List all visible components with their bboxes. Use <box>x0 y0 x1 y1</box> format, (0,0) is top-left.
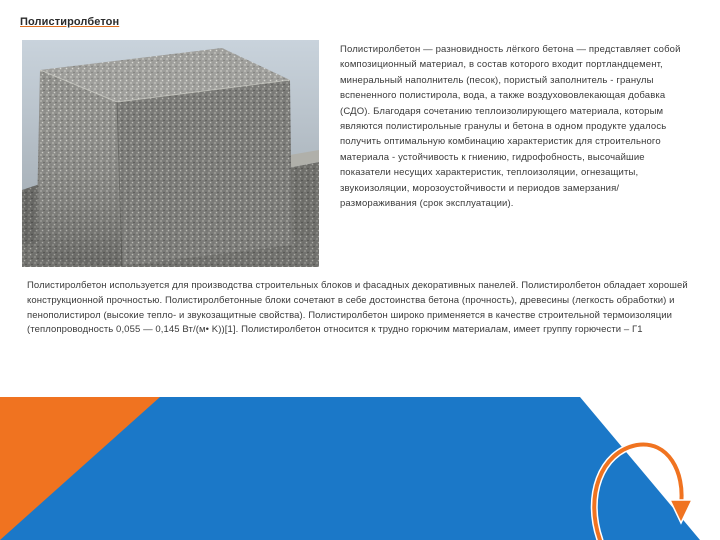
concrete-block-photo <box>22 40 319 267</box>
footer-decoration <box>0 397 720 540</box>
description-paragraph: Полистиролбетон — разновидность лёгкого бетона — представляет собой композиционный материал, в состав которого входит портландцемент, минеральный наполнитель (песок), пористый заполнитель - гранулы вспененного полистирола, вода, а также воздухововлекающая добавка (СДО). Благодаря сочетанию теплоизолирующего материала, которым являются полистирольные гранулы и бетона в одном продукте удалось получить оптимальную комбинацию характеристик для строительного материала - устойчивость к гниению, гидрофобность, высочайшие показатели несущих характеристик, теплоизоляции, огнезащиты, звукоизоляции, морозоустойчивости и периодов замерзания/размораживания (срок эксплуатации). <box>340 44 681 210</box>
usage-paragraph: Полистиролбетон используется для производства строительных блоков и фасадных декоративных панелей. Полистиролбетон обладает хорошей конструкционной прочностью. Полистиролбетонные блоки сочетают в себе достоинства бетона (прочность), древесины (легкость обработки) и пенополистирол (высокие тепло- и звукозащитные свойства). Полистиролбетон широко применяется в качестве строительной термоизоляции (теплопроводность 0,055 — 0,145 Вт/(м• K))[1]. Полистиролбетон относится к трудно горючим материалам, имеет группу горючести – Г1 <box>27 280 688 336</box>
slide-title: Полистиролбетон <box>20 16 120 28</box>
